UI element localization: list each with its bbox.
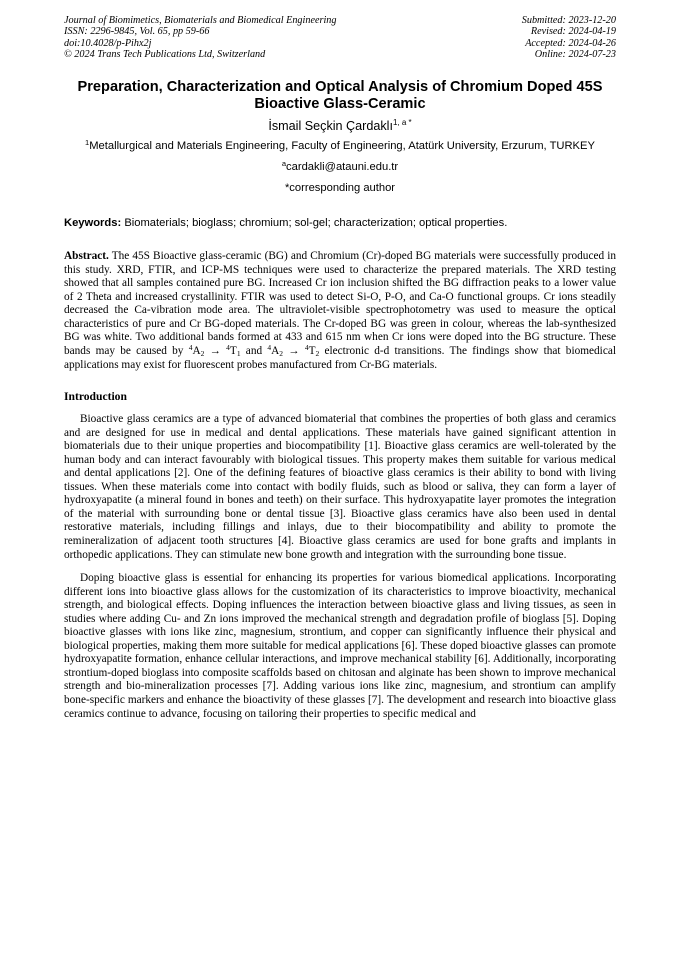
- transition-2-a-sub: 2: [279, 348, 284, 358]
- email-line: [64, 161, 616, 174]
- affiliation-mark: 1: [85, 137, 90, 147]
- accepted-date: Accepted: 2024-04-26: [525, 37, 616, 49]
- online-date: Online: 2024-07-23: [534, 49, 616, 61]
- revised-date: Revised: 2024-04-19: [530, 26, 616, 38]
- transition-1-a: A: [192, 344, 201, 357]
- author-line: [64, 118, 616, 134]
- issn: ISSN: 2296-9845, Vol. 65, pp 59-66: [64, 26, 210, 38]
- affiliation: [64, 137, 616, 154]
- author-marks: 1, a *: [392, 117, 412, 127]
- abstract-text-1: The 45S Bioactive glass-ceramic (BG) and Chromium (Cr)-doped BG materials were successfully produced in this study. XRD, FTIR, and ICP-MS techniques were used to characterize the prepared materials. The XRD testing showed that all samples contained pure BG. Increased Cr ion inclusion shifted the BG diffraction peaks to a lower value of 2 Theta and increased crystallinity. FTIR was used to detect Si-O, P-O, and Ca-O functional groups. Cr ions steadily decreased the Ca-vibration mode area. The ultraviolet-visible spectrophotometry was used to measure the optical characteristics of pure and Cr BG-doped materials. The Cr-doped BG was green in colour, whereas the lab-synthesized BG was white. Two additional bands formed at 433 and 615 nm when Cr ions were doped into the BG structure. These bands may be caused by: [64, 250, 616, 357]
- keywords-label: Keywords:: [64, 217, 122, 230]
- email-address[interactable]: cardakli@atauni.edu.tr: [286, 161, 399, 174]
- transition-1-arrow: →: [204, 344, 227, 357]
- submitted-date: Submitted: 2023-12-20: [521, 15, 616, 26]
- transition-2-t: T: [308, 344, 316, 357]
- corresponding-author-note: *corresponding author: [284, 182, 396, 195]
- author-name: İsmail Seçkin Çardaklı: [268, 118, 393, 133]
- paper-page: [64, 15, 616, 721]
- affiliation-text: Metallurgical and Materials Engineering, Faculty of Engineering, Atatürk University, Erzurum, TURKEY: [89, 139, 595, 152]
- transition-1-a-sup: 4: [188, 342, 193, 352]
- email-mark: a: [281, 159, 287, 169]
- paper-title: Preparation, Characterization and Optical Analysis of Chromium Doped 45S Bioactive Glass-Ceramic: [77, 78, 603, 112]
- journal-name: Journal of Biomimetics, Biomaterials and Biomedical Engineering: [64, 15, 337, 26]
- abstract-and: and: [240, 344, 268, 357]
- introduction-paragraph-1: Bioactive glass ceramics are a type of advanced biomaterial that combines the properties of both glass and ceramics and are designed for use in medical and dental applications. These materials have gained significant attention in biomaterials due to their unique properties and biocompatibility [1]. Bioactive glass ceramics are well-tolerated by the human body and can interact favourably with biological tissues. This property makes them suitable for various medical and dental applications [2]. One of the defining features of bioactive glass ceramics is their ability to bond with living tissues. When these materials come into contact with bodily fluids, such as blood or saliva, they can form a layer of hydroxyapatite (a mineral found in bones and teeth) on their surface. This hydroxyapatite layer promotes the integration of the material with surrounding bone or dental tissue [3]. Bioactive glass ceramics have also been used in dental restorative materials, including fillings and inlays, due to their biocompatibility and ability to promote the remineralization of adjacent tooth structures [4]. Bioactive glass ceramics are used for bone grafts and implants in orthopedic applications. They can stimulate new bone growth and integration with the surrounding bone tissue.: [64, 413, 616, 561]
- transition-2-a-sup: 4: [267, 342, 272, 352]
- transition-1-a-sub: 2: [200, 348, 205, 358]
- introduction-paragraph-2: Doping bioactive glass is essential for enhancing its properties for various biomedical applications. Incorporating different ions into bioactive glass allows for the customization of its characteristics to improve bioactivity, mechanical strength, and biological effects. Doping influences the interaction between bioactive glass and living tissues, as seen in studies where adding Cu- and Zn ions improved the mechanical strength and degradation profile of bioglass [5]. Doping bioactive glasses with ions like zinc, magnesium, strontium, and copper can significantly influence their physical and biological properties, making them more suitable for medical applications [6]. These doped bioactive glasses can promote hydroxyapatite formation, enhance cellular interactions, and improve mechanical stability [6]. Additionally, incorporating strontium-doped bioglass into composite scaffolds based on chitosan and alginate has been shown to improve mechanical strength and bio-mineralization processes [7]. Adding various ions like zinc, magnesium, and strontium can amplify bone-specific markers and enhance the bioactivity of these glasses [7]. The development and research into bioactive glass ceramics continue to advance, focusing on tailoring their properties to specific medical and: [64, 572, 616, 720]
- transition-2-a: A: [271, 344, 280, 357]
- header-left: [64, 15, 336, 61]
- journal-header: [64, 15, 616, 61]
- abstract-text-2: electronic d-d transitions. The findings show that biomedical applications may exist for fluorescent probes manufactured from Cr-BG materials.: [64, 344, 616, 371]
- header-right: [522, 15, 616, 61]
- keywords-text: Biomaterials; bioglass; chromium; sol-gel; characterization; optical properties.: [124, 217, 508, 230]
- introduction-heading: Introduction: [64, 390, 127, 404]
- doi[interactable]: doi:10.4028/p-Pihx2j: [64, 37, 152, 49]
- transition-1-t-sub: 1: [236, 348, 241, 358]
- keywords: [64, 217, 616, 230]
- transition-2-arrow: →: [283, 344, 305, 357]
- transition-1-t: T: [229, 344, 237, 357]
- abstract-label: Abstract.: [64, 250, 109, 263]
- copyright: © 2024 Trans Tech Publications Ltd, Switzerland: [64, 49, 266, 61]
- abstract: [64, 250, 616, 372]
- transition-2-t-sub: 2: [315, 348, 320, 358]
- transition-2-t-sup: 4: [304, 342, 309, 352]
- transition-1-t-sup: 4: [226, 342, 230, 352]
